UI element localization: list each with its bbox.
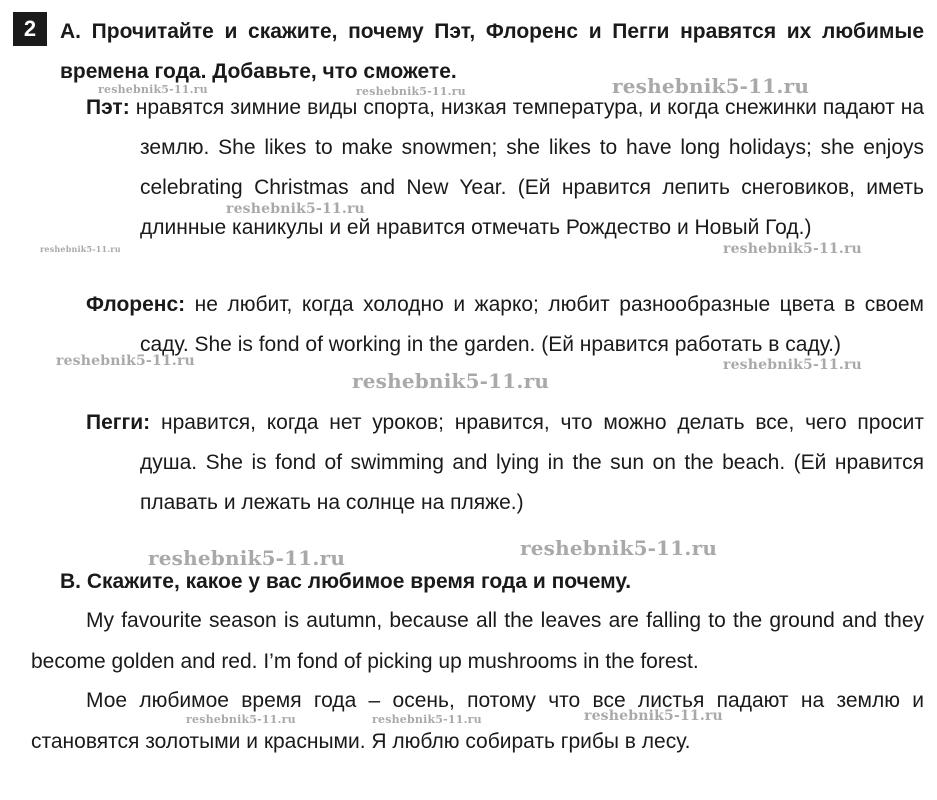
watermark: reshebnik5-11.ru bbox=[584, 708, 723, 724]
answer-paragraph-russian: Мое любимое время года – осень, потому что все листья падают на землю и становятся золотыми и красными. Я люблю собирать грибы в лесу. bbox=[31, 689, 924, 753]
section-b-heading: B. Скажите, какое у вас любимое время года и почему. bbox=[60, 570, 632, 593]
watermark: reshebnik5-11.ru bbox=[98, 83, 208, 96]
entry-pat-text: нравятся зимние виды спорта, низкая температура, и когда снежинки падают на землю. She likes to make snowmen; she likes to have long holidays; she enjoys celebrating Christmas and New Year. (Ей нравится лепить снеговиков, иметь длинные каникулы и ей нравится отмечать Рождество и Новый Год.) bbox=[135, 96, 924, 239]
task-number-badge: 2 bbox=[13, 12, 47, 46]
watermark: reshebnik5-11.ru bbox=[40, 244, 121, 254]
watermark: reshebnik5-11.ru bbox=[520, 536, 718, 560]
entry-florence-text: не любит, когда холодно и жарко; любит разнообразные цвета в своем саду. She is fond of working in the garden. (Ей нравится работать в саду.) bbox=[140, 293, 924, 356]
entry-pat bbox=[86, 88, 924, 248]
watermark: reshebnik5-11.ru bbox=[356, 85, 466, 98]
speaker-pat: Пэт: bbox=[86, 96, 130, 119]
speaker-peggy: Пегги: bbox=[86, 411, 151, 434]
watermark: reshebnik5-11.ru bbox=[372, 713, 482, 726]
watermark: reshebnik5-11.ru bbox=[612, 74, 810, 98]
speaker-florence: Флоренс: bbox=[86, 293, 186, 316]
watermark: reshebnik5-11.ru bbox=[186, 713, 296, 726]
watermark: reshebnik5-11.ru bbox=[723, 241, 862, 257]
entry-peggy-body bbox=[86, 403, 924, 523]
answer-paragraph-english: My favourite season is autumn, because all the leaves are falling to the ground and they become golden and red. I’m fond of picking up mushrooms in the forest. bbox=[31, 609, 924, 673]
watermark: reshebnik5-11.ru bbox=[723, 357, 862, 373]
section-a-heading: A. Прочитайте и скажите, почему Пэт, Флоренс и Пегги нравятся их любимые времена года. Добавьте, что сможете. bbox=[60, 20, 924, 83]
entry-florence bbox=[86, 285, 924, 365]
entry-pat-body bbox=[86, 88, 924, 248]
watermark: reshebnik5-11.ru bbox=[226, 201, 365, 217]
entry-florence-body bbox=[86, 285, 924, 365]
entry-peggy bbox=[86, 403, 924, 523]
watermark: reshebnik5-11.ru bbox=[56, 353, 195, 369]
entry-peggy-text: нравится, когда нет уроков; нравится, что можно делать все, чего просит душа. She is fond of swimming and lying in the sun on the beach. (Ей нравится плавать и лежать на солнце на пляже.) bbox=[140, 411, 924, 514]
watermark: reshebnik5-11.ru bbox=[352, 369, 550, 393]
watermark: reshebnik5-11.ru bbox=[148, 546, 346, 570]
